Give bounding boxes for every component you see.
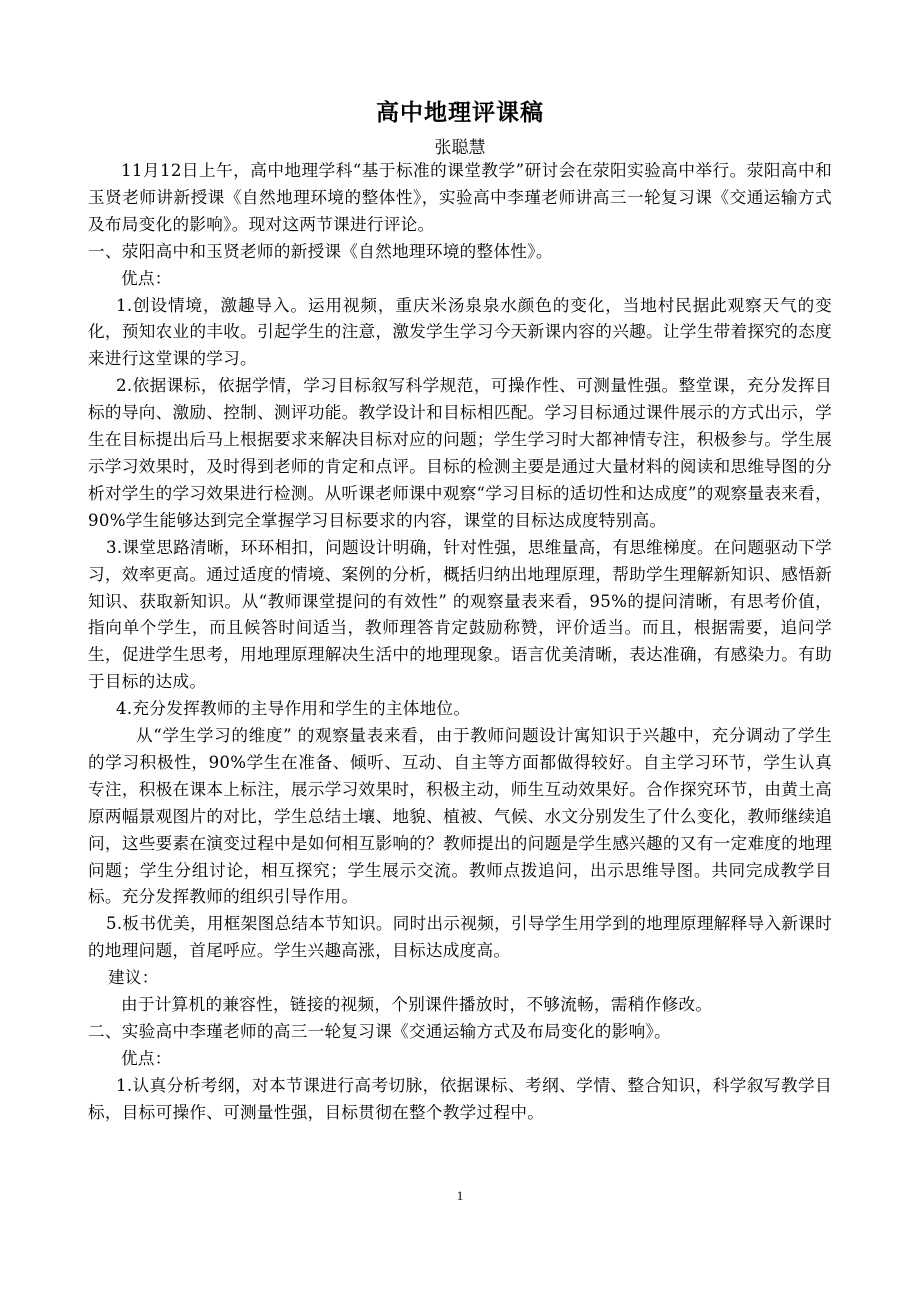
- section1-item-3: 3.课堂思路清晰，环环相扣，问题设计明确，针对性强，思维量高，有思维梯度。在问题驱动下学习，效率更高。通过适度的情境、案例的分析，概括归纳出地理原理，帮助学生理解新知识、感悟新知识、获取新知识。从“教师课堂提问的有效性” 的观察量表来看，95%的提问清晰，有思考价值，指向单个学生，而且候答时间适当，教师理答肯定鼓励称赞，评价适当。而且，根据需要，追问学生，促进学生思考，用地理原理解决生活中的地理现象。语言优美清晰，表达准确，有感染力。有助于目标的达成。: [88, 537, 832, 692]
- section2-heading: 二、实验高中李瑾老师的高三一轮复习课《交通运输方式及布局变化的影响》。: [88, 1022, 671, 1041]
- document-body: [88, 158, 832, 1127]
- document-title: 高中地理评课稿: [376, 100, 544, 126]
- section2-item-1: 1.认真分析考纲，对本节课进行高考切脉，依据课标、考纲、学情、整合知识，科学叙写教学目标，目标可操作、可测量性强，目标贯彻在整个教学过程中。: [88, 1075, 832, 1122]
- document-author: 张聪慧: [434, 138, 486, 158]
- section1-item-2: 2.依据课标，依据学情，学习目标叙写科学规范，可操作性、可测量性强。整堂课，充分发挥目标的导向、激励、控制、测评功能。教学设计和目标相匹配。学习目标通过课件展示的方式出示，学生在目标提出后马上根据要求来解决目标对应的问题；学生学习时大都神情专注，积极参与。学生展示学习效果时，及时得到老师的肯定和点评。目标的检测主要是通过大量材料的阅读和思维导图的分析对学生的学习效果进行检测。从听课老师课中观察“学习目标的适切性和达成度”的观察量表来看，90%学生能够达到完全掌握学习目标要求的内容，课堂的目标达成度特别高。: [88, 376, 832, 530]
- section1-advantages-label: 优点：: [121, 268, 172, 288]
- section2-advantages-label: 优点：: [121, 1048, 172, 1068]
- section1-item-4-detail: 从“学生学习的维度” 的观察量表来看，由于教师问题设计寓知识于兴趣中，充分调动了学生的学习积极性，90%学生在准备、倾听、互动、自主等方面都做得较好。自主学习环节，学生认真专注，积极在课本上标注，展示学习效果时，积极主动，师生互动效果好。合作探究环节，由黄土高原两幅景观图片的对比，学生总结土壤、地貌、植被、气候、水文分别发生了什么变化，教师继续追问，这些要素在演变过程中是如何相互影响的？教师提出的问题是学生感兴趣的又有一定难度的地理问题；学生分组讨论，相互探究；学生展示交流。教师点拨追问，出示思维导图。共同完成教学目标。充分发挥教师的组织引导作用。: [88, 726, 832, 907]
- section1-item-5: 5.板书优美，用框架图总结本节知识。同时出示视频，引导学生用学到的地理原理解释导入新课时的地理问题，首尾呼应。学生兴趣高涨，目标达成度高。: [88, 914, 832, 961]
- intro-paragraph: 11月12日上午，高中地理学科“基于标准的课堂教学”研讨会在荥阳实验高中举行。荥阳高中和玉贤老师讲新授课《自然地理环境的整体性》，实验高中李瑾老师讲高三一轮复习课《交通运输方式及布局变化的影响》。现对这两节课进行评论。: [88, 161, 832, 234]
- section1-item-4: 4.充分发挥教师的主导作用和学生的主体地位。: [116, 699, 471, 719]
- section1-suggestion: 由于计算机的兼容性，链接的视频，个别课件播放时，不够流畅，需稍作修改。: [121, 995, 713, 1015]
- section1-heading: 一、荥阳高中和玉贤老师的新授课《自然地理环境的整体性》。: [88, 241, 553, 261]
- section1-suggestion-label: 建议：: [108, 968, 159, 988]
- page-number: 1: [456, 1188, 464, 1203]
- section1-item-1: 1.创设情境，激趣导入。运用视频，重庆米汤泉泉水颜色的变化，当地村民据此观察天气的变化，预知农业的丰收。引起学生的注意，激发学生学习今天新课内容的兴趣。让学生带着探究的态度来进行这堂课的学习。: [88, 295, 832, 369]
